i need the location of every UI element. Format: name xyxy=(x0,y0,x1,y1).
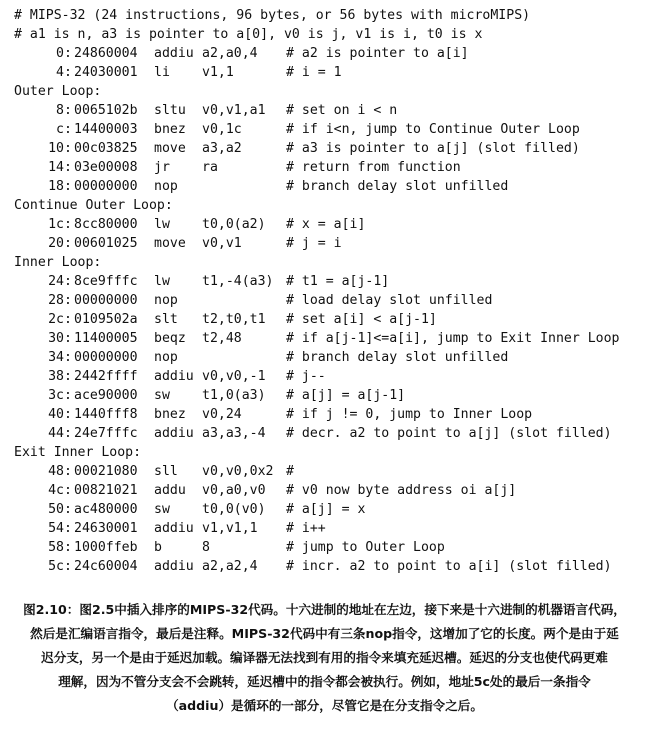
caption-line: 迟分支，另一个是由于延迟加载。编译器无法找到有用的指令来填充延迟槽。延迟的分支也使代码更难 xyxy=(41,650,608,665)
instruction-mnemonic: nop xyxy=(154,293,178,308)
instruction-comment: # a[j] = a[j-1] xyxy=(286,388,406,403)
address-colon: : xyxy=(64,407,72,422)
instruction-operands: 8 xyxy=(202,540,210,555)
instruction-mnemonic: move xyxy=(154,236,186,251)
instruction-comment: # i = 1 xyxy=(286,65,342,80)
instruction-mnemonic: sltu xyxy=(154,103,186,118)
machine-code-hex: 1440fff8 xyxy=(74,407,138,422)
block-label: Outer Loop: xyxy=(14,84,102,99)
machine-code-hex: 0065102b xyxy=(74,103,138,118)
machine-code-hex: 00601025 xyxy=(74,236,138,251)
instruction-address: 28 xyxy=(48,293,64,308)
instruction-comment: # xyxy=(286,464,294,479)
caption-line: 然后是汇编语言指令，最后是注释。MIPS-32代码中有三条nop指令，这增加了它的长度。两个是由于延 xyxy=(30,626,619,641)
instruction-row xyxy=(14,158,644,177)
instruction-comment: # t1 = a[j-1] xyxy=(286,274,390,289)
instruction-address: 48 xyxy=(48,464,64,479)
machine-code-hex: 24630001 xyxy=(74,521,138,536)
instruction-operands: t2,48 xyxy=(202,331,242,346)
instruction-mnemonic: beqz xyxy=(154,331,186,346)
instruction-mnemonic: addiu xyxy=(154,369,194,384)
instruction-operands: v1,1 xyxy=(202,65,234,80)
instruction-address: 20 xyxy=(48,236,64,251)
instruction-operands: v0,24 xyxy=(202,407,242,422)
instruction-row xyxy=(14,557,644,576)
instruction-operands: t1,0(a3) xyxy=(202,388,266,403)
address-colon: : xyxy=(64,312,72,327)
instruction-mnemonic: addiu xyxy=(154,46,194,61)
instruction-row xyxy=(14,177,644,196)
machine-code-hex: 00000000 xyxy=(74,293,138,308)
instruction-mnemonic: bnez xyxy=(154,407,186,422)
machine-code-hex: 00c03825 xyxy=(74,141,138,156)
machine-code-hex: 24030001 xyxy=(74,65,138,80)
address-colon: : xyxy=(64,65,72,80)
instruction-comment: # if a[j-1]<=a[i], jump to Exit Inner Loop xyxy=(286,331,620,346)
instruction-operands: a3,a2 xyxy=(202,141,242,156)
instruction-address: c xyxy=(56,122,64,137)
instruction-row xyxy=(14,367,644,386)
instruction-address: 24 xyxy=(48,274,64,289)
instruction-address: 34 xyxy=(48,350,64,365)
machine-code-hex: 11400005 xyxy=(74,331,138,346)
instruction-comment: # branch delay slot unfilled xyxy=(286,350,509,365)
machine-code-hex: 0109502a xyxy=(74,312,138,327)
mips-code-listing xyxy=(14,6,644,576)
machine-code-hex: 00000000 xyxy=(74,350,138,365)
address-colon: : xyxy=(64,502,72,517)
instruction-mnemonic: nop xyxy=(154,350,178,365)
machine-code-hex: ac480000 xyxy=(74,502,138,517)
machine-code-hex: 1000ffeb xyxy=(74,540,138,555)
address-colon: : xyxy=(64,122,72,137)
instruction-operands: v0,v0,0x2 xyxy=(202,464,274,479)
instruction-address: 8 xyxy=(56,103,64,118)
instruction-address: 30 xyxy=(48,331,64,346)
instruction-row xyxy=(14,272,644,291)
instruction-row xyxy=(14,481,644,500)
instruction-row xyxy=(14,234,644,253)
instruction-comment: # set a[i] < a[j-1] xyxy=(286,312,437,327)
address-colon: : xyxy=(64,464,72,479)
instruction-operands: v0,v0,-1 xyxy=(202,369,266,384)
instruction-mnemonic: addiu xyxy=(154,559,194,574)
instruction-comment: # return from function xyxy=(286,160,461,175)
instruction-row xyxy=(14,139,644,158)
address-colon: : xyxy=(64,236,72,251)
instruction-comment: # branch delay slot unfilled xyxy=(286,179,509,194)
instruction-address: 14 xyxy=(48,160,64,175)
instruction-row xyxy=(14,329,644,348)
instruction-address: 4 xyxy=(56,65,64,80)
instruction-row xyxy=(14,386,644,405)
instruction-comment: # decr. a2 to point to a[j] (slot filled) xyxy=(286,426,612,441)
instruction-mnemonic: sll xyxy=(154,464,178,479)
instruction-address: 5c xyxy=(48,559,64,574)
address-colon: : xyxy=(64,293,72,308)
instruction-operands: t1,-4(a3) xyxy=(202,274,274,289)
address-colon: : xyxy=(64,160,72,175)
instruction-row xyxy=(14,462,644,481)
instruction-row xyxy=(14,215,644,234)
header-comment: # a1 is n, a3 is pointer to a[0], v0 is j, v1 is i, t0 is x xyxy=(14,27,483,42)
instruction-address: 38 xyxy=(48,369,64,384)
instruction-operands: t0,0(v0) xyxy=(202,502,266,517)
instruction-row xyxy=(14,120,644,139)
machine-code-hex: 24c60004 xyxy=(74,559,138,574)
instruction-operands: a2,a0,4 xyxy=(202,46,258,61)
instruction-mnemonic: nop xyxy=(154,179,178,194)
address-colon: : xyxy=(64,46,72,61)
block-label: Inner Loop: xyxy=(14,255,102,270)
caption-line: 理解，因为不管分支会不会跳转，延迟槽中的指令都会被执行。例如，地址5c处的最后一条指令 xyxy=(58,674,591,689)
instruction-mnemonic: addu xyxy=(154,483,186,498)
address-colon: : xyxy=(64,331,72,346)
instruction-operands: t2,t0,t1 xyxy=(202,312,266,327)
block-label: Continue Outer Loop: xyxy=(14,198,173,213)
address-colon: : xyxy=(64,521,72,536)
instruction-address: 1c xyxy=(48,217,64,232)
machine-code-hex: 14400003 xyxy=(74,122,138,137)
caption-line: 图2.10：图2.5中插入排序的MIPS-32代码。十六进制的地址在左边，接下来是十六进制的机器语言代码， xyxy=(23,602,626,617)
instruction-mnemonic: li xyxy=(154,65,170,80)
instruction-comment: # v0 now byte address oi a[j] xyxy=(286,483,517,498)
instruction-comment: # i++ xyxy=(286,521,326,536)
instruction-mnemonic: slt xyxy=(154,312,178,327)
instruction-address: 58 xyxy=(48,540,64,555)
instruction-operands: v0,a0,v0 xyxy=(202,483,266,498)
address-colon: : xyxy=(64,540,72,555)
address-colon: : xyxy=(64,179,72,194)
instruction-mnemonic: addiu xyxy=(154,426,194,441)
header-comment: # MIPS-32 (24 instructions, 96 bytes, or 56 bytes with microMIPS) xyxy=(14,8,531,23)
instruction-address: 0 xyxy=(56,46,64,61)
address-colon: : xyxy=(64,141,72,156)
address-colon: : xyxy=(64,559,72,574)
instruction-address: 50 xyxy=(48,502,64,517)
address-colon: : xyxy=(64,217,72,232)
instruction-comment: # jump to Outer Loop xyxy=(286,540,445,555)
instruction-mnemonic: jr xyxy=(154,160,170,175)
machine-code-hex: 00821021 xyxy=(74,483,138,498)
instruction-address: 2c xyxy=(48,312,64,327)
instruction-row xyxy=(14,519,644,538)
instruction-address: 40 xyxy=(48,407,64,422)
address-colon: : xyxy=(64,274,72,289)
instruction-address: 44 xyxy=(48,426,64,441)
machine-code-hex: 2442ffff xyxy=(74,369,138,384)
instruction-operands: v0,v1,a1 xyxy=(202,103,266,118)
instruction-comment: # load delay slot unfilled xyxy=(286,293,493,308)
instruction-comment: # a2 is pointer to a[i] xyxy=(286,46,469,61)
machine-code-hex: 24e7fffc xyxy=(74,426,138,441)
instruction-row xyxy=(14,44,644,63)
instruction-row xyxy=(14,348,644,367)
instruction-row xyxy=(14,500,644,519)
instruction-operands: t0,0(a2) xyxy=(202,217,266,232)
instruction-address: 18 xyxy=(48,179,64,194)
instruction-row xyxy=(14,101,644,120)
instruction-operands: ra xyxy=(202,160,218,175)
instruction-mnemonic: sw xyxy=(154,388,170,403)
machine-code-hex: 00021080 xyxy=(74,464,138,479)
instruction-comment: # j-- xyxy=(286,369,326,384)
machine-code-hex: 24860004 xyxy=(74,46,138,61)
instruction-mnemonic: lw xyxy=(154,217,170,232)
address-colon: : xyxy=(64,483,72,498)
address-colon: : xyxy=(64,350,72,365)
instruction-operands: v0,v1 xyxy=(202,236,242,251)
instruction-mnemonic: b xyxy=(154,540,162,555)
instruction-row xyxy=(14,538,644,557)
instruction-comment: # if j != 0, jump to Inner Loop xyxy=(286,407,533,422)
instruction-mnemonic: addiu xyxy=(154,521,194,536)
instruction-row xyxy=(14,291,644,310)
instruction-row xyxy=(14,63,644,82)
instruction-comment: # if i<n, jump to Continue Outer Loop xyxy=(286,122,580,137)
instruction-comment: # a[j] = x xyxy=(286,502,366,517)
instruction-operands: a2,a2,4 xyxy=(202,559,258,574)
instruction-comment: # a3 is pointer to a[j] (slot filled) xyxy=(286,141,580,156)
block-label: Exit Inner Loop: xyxy=(14,445,142,460)
caption-line: （addiu）是循环的一部分，尽管它是在分支指令之后。 xyxy=(166,698,483,713)
instruction-operands: a3,a3,-4 xyxy=(202,426,266,441)
machine-code-hex: 8cc80000 xyxy=(74,217,138,232)
instruction-comment: # x = a[i] xyxy=(286,217,366,232)
address-colon: : xyxy=(64,388,72,403)
address-colon: : xyxy=(64,426,72,441)
instruction-comment: # j = i xyxy=(286,236,342,251)
instruction-mnemonic: lw xyxy=(154,274,170,289)
instruction-row xyxy=(14,424,644,443)
instruction-address: 4c xyxy=(48,483,64,498)
instruction-row xyxy=(14,405,644,424)
instruction-row xyxy=(14,310,644,329)
machine-code-hex: 00000000 xyxy=(74,179,138,194)
machine-code-hex: 8ce9fffc xyxy=(74,274,138,289)
instruction-operands: v0,1c xyxy=(202,122,242,137)
instruction-comment: # set on i < n xyxy=(286,103,398,118)
instruction-mnemonic: move xyxy=(154,141,186,156)
address-colon: : xyxy=(64,369,72,384)
instruction-mnemonic: bnez xyxy=(154,122,186,137)
instruction-operands: v1,v1,1 xyxy=(202,521,258,536)
figure-caption xyxy=(8,598,641,718)
machine-code-hex: 03e00008 xyxy=(74,160,138,175)
instruction-address: 3c xyxy=(48,388,64,403)
machine-code-hex: ace90000 xyxy=(74,388,138,403)
instruction-address: 10 xyxy=(48,141,64,156)
instruction-address: 54 xyxy=(48,521,64,536)
instruction-comment: # incr. a2 to point to a[i] (slot filled) xyxy=(286,559,612,574)
address-colon: : xyxy=(64,103,72,118)
instruction-mnemonic: sw xyxy=(154,502,170,517)
